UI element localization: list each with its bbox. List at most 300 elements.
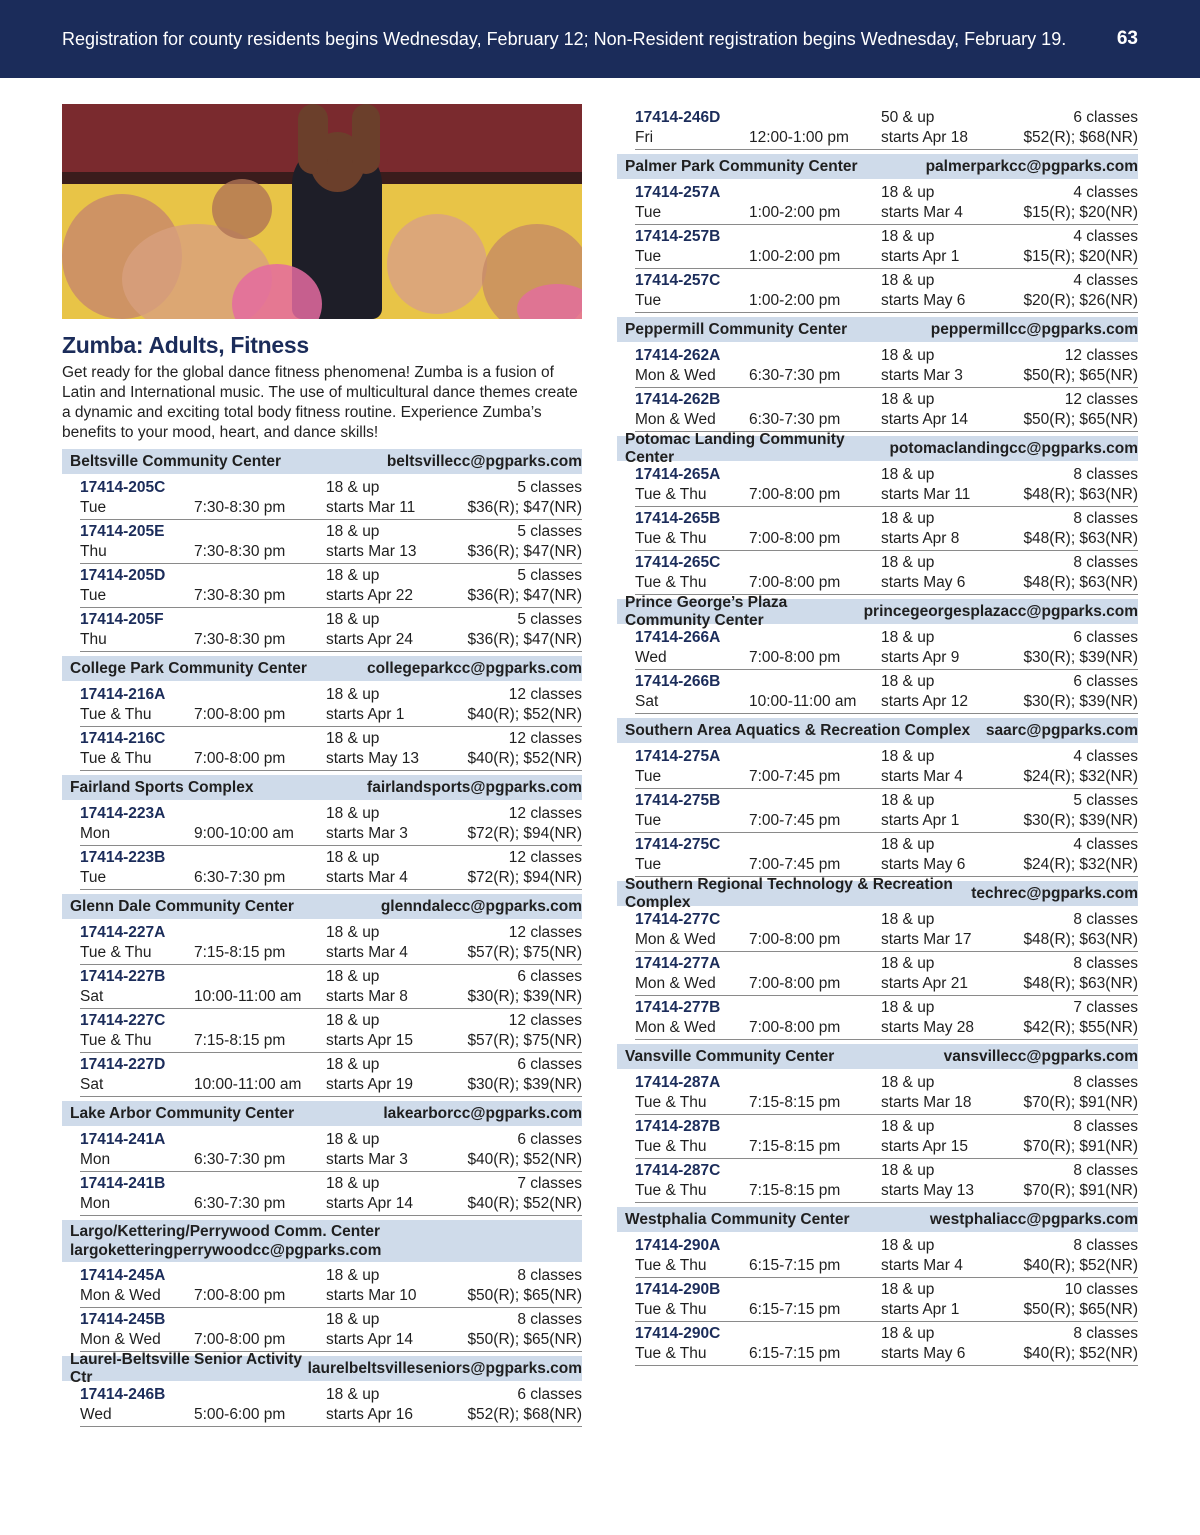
start-date: starts Mar 4 — [881, 1256, 963, 1274]
table-row — [635, 507, 1138, 551]
age-range: 18 & up — [326, 924, 380, 941]
meeting-time: 7:15-8:15 pm — [749, 1181, 841, 1199]
section-rows — [62, 476, 582, 652]
start-date: starts Mar 11 — [326, 498, 416, 516]
meeting-days: Tue & Thu — [80, 943, 152, 961]
class-code: 17414-290C — [635, 1325, 721, 1342]
class-fee: $52(R); $68(NR) — [467, 1405, 582, 1423]
class-fee: $40(R); $52(NR) — [1023, 1256, 1138, 1274]
center-section — [617, 1044, 1138, 1203]
class-code: 17414-216C — [80, 730, 166, 747]
section-header — [617, 154, 1138, 179]
center-email-link[interactable]: vansvillecc@pgparks.com — [943, 1047, 1138, 1065]
start-date: starts Apr 19 — [326, 1075, 414, 1093]
top-banner — [0, 0, 1200, 78]
class-code: 17414-265A — [635, 466, 721, 483]
age-range: 18 & up — [326, 567, 380, 584]
class-count: 12 classes — [1064, 347, 1138, 364]
class-code: 17414-241B — [80, 1175, 166, 1192]
age-range: 18 & up — [881, 466, 935, 483]
age-range: 18 & up — [326, 805, 380, 822]
center-name: Prince George’s Plaza Community Center — [625, 593, 788, 629]
age-range: 18 & up — [326, 1012, 380, 1029]
section-header — [62, 1220, 582, 1262]
age-range: 18 & up — [881, 955, 935, 972]
table-row — [635, 789, 1138, 833]
center-name: College Park Community Center — [70, 659, 307, 677]
meeting-time: 5:00-6:00 pm — [194, 1405, 286, 1423]
age-range: 18 & up — [881, 347, 935, 364]
class-fee: $48(R); $63(NR) — [1023, 529, 1138, 547]
meeting-time: 6:30-7:30 pm — [749, 366, 841, 384]
meeting-days: Mon & Wed — [80, 1330, 161, 1348]
center-section — [617, 154, 1138, 313]
center-email-link[interactable]: potomaclandingcc@pgparks.com — [889, 439, 1138, 457]
class-fee: $50(R); $65(NR) — [467, 1330, 582, 1348]
age-range: 18 & up — [881, 792, 935, 809]
class-code: 17414-257A — [635, 184, 721, 201]
class-fee: $30(R); $39(NR) — [467, 1075, 582, 1093]
section-rows — [62, 683, 582, 771]
age-range: 18 & up — [881, 1118, 935, 1135]
meeting-time: 7:00-8:00 pm — [194, 705, 286, 723]
section-rows — [617, 181, 1138, 313]
meeting-time: 7:00-8:00 pm — [749, 648, 841, 666]
meeting-time: 7:15-8:15 pm — [749, 1137, 841, 1155]
age-range: 18 & up — [881, 1281, 935, 1298]
start-date: starts Mar 4 — [326, 868, 408, 886]
meeting-days: Mon & Wed — [635, 930, 716, 948]
class-code: 17414-287C — [635, 1162, 721, 1179]
meeting-days: Mon & Wed — [635, 1018, 716, 1036]
class-code: 17414-290B — [635, 1281, 721, 1298]
meeting-days: Sat — [80, 1075, 104, 1093]
section-rows — [62, 921, 582, 1097]
center-email-link[interactable]: collegeparkcc@pgparks.com — [367, 659, 582, 677]
center-section — [62, 894, 582, 1097]
class-fee: $70(R); $91(NR) — [1023, 1093, 1138, 1111]
start-date: starts Mar 17 — [881, 930, 972, 948]
class-count: 8 classes — [1073, 1118, 1138, 1135]
meeting-days: Thu — [80, 542, 107, 560]
table-row — [635, 626, 1138, 670]
center-section — [62, 775, 582, 890]
table-row — [635, 908, 1138, 952]
age-range: 18 & up — [326, 1386, 380, 1403]
section-rows — [617, 463, 1138, 595]
start-date: starts Apr 8 — [881, 529, 960, 547]
class-code: 17414-246B — [80, 1386, 166, 1403]
continued-rows — [617, 106, 1138, 154]
meeting-time: 7:00-8:00 pm — [749, 529, 841, 547]
class-count: 4 classes — [1073, 184, 1138, 201]
meeting-days: Fri — [635, 128, 654, 146]
class-fee: $40(R); $52(NR) — [1023, 1344, 1138, 1362]
age-range: 18 & up — [881, 272, 935, 289]
meeting-days: Tue & Thu — [635, 1181, 707, 1199]
class-code: 17414-265B — [635, 510, 721, 527]
section-header — [617, 875, 1138, 911]
section-header — [617, 718, 1138, 743]
meeting-days: Thu — [80, 630, 107, 648]
age-range: 18 & up — [881, 836, 935, 853]
class-count: 12 classes — [508, 924, 582, 941]
start-date: starts Apr 1 — [881, 811, 960, 829]
class-code: 17414-205D — [80, 567, 166, 584]
age-range: 18 & up — [881, 554, 935, 571]
meeting-time: 7:30-8:30 pm — [194, 630, 286, 648]
table-row — [80, 683, 582, 727]
start-date: starts Apr 18 — [881, 128, 969, 146]
class-count: 8 classes — [517, 1267, 582, 1284]
center-name: Largo/Kettering/Perrywood Comm. Center — [70, 1223, 381, 1240]
class-count: 12 classes — [508, 805, 582, 822]
right-sections — [617, 154, 1138, 1366]
table-row — [80, 608, 582, 652]
class-fee: $50(R); $65(NR) — [1023, 366, 1138, 384]
center-email-link[interactable]: westphaliacc@pgparks.com — [929, 1210, 1138, 1228]
meeting-days: Tue & Thu — [635, 573, 707, 591]
meeting-time: 7:30-8:30 pm — [194, 586, 286, 604]
class-count: 4 classes — [1073, 748, 1138, 765]
center-email-link[interactable]: palmerparkcc@pgparks.com — [925, 157, 1138, 175]
age-range: 18 & up — [326, 479, 380, 496]
start-date: starts May 6 — [881, 1344, 966, 1362]
meeting-time: 7:30-8:30 pm — [194, 542, 286, 560]
meeting-time: 10:00-11:00 am — [194, 1075, 302, 1093]
table-row — [635, 1322, 1138, 1366]
class-code: 17414-223A — [80, 805, 166, 822]
center-email-link[interactable]: glenndalecc@pgparks.com — [380, 897, 582, 915]
start-date: starts May 13 — [881, 1181, 975, 1199]
meeting-days: Tue & Thu — [635, 485, 707, 503]
table-row — [635, 1278, 1138, 1322]
class-fee: $48(R); $63(NR) — [1023, 573, 1138, 591]
class-count: 5 classes — [517, 479, 582, 496]
age-range: 18 & up — [881, 228, 935, 245]
class-fee: $50(R); $65(NR) — [1023, 410, 1138, 428]
meeting-days: Tue — [635, 855, 662, 873]
meeting-time: 7:00-8:00 pm — [194, 1330, 286, 1348]
class-code: 17414-265C — [635, 554, 721, 571]
meeting-time: 7:00-7:45 pm — [749, 767, 841, 785]
section-header — [617, 430, 1138, 466]
meeting-days: Tue & Thu — [80, 749, 152, 767]
class-fee: $57(R); $75(NR) — [467, 943, 582, 961]
table-row — [635, 225, 1138, 269]
class-code: 17414-266A — [635, 629, 721, 646]
class-count: 8 classes — [517, 1311, 582, 1328]
class-fee: $36(R); $47(NR) — [467, 542, 582, 560]
center-section — [617, 718, 1138, 877]
start-date: starts Apr 14 — [326, 1194, 414, 1212]
class-count: 7 classes — [517, 1175, 582, 1192]
age-range: 18 & up — [326, 730, 380, 747]
class-count: 8 classes — [1073, 466, 1138, 483]
start-date: starts Apr 1 — [326, 705, 405, 723]
center-email-link[interactable]: laurelbeltsvilleseniors@pgparks.com — [307, 1359, 582, 1377]
class-count: 6 classes — [1073, 109, 1138, 126]
meeting-time: 7:00-8:00 pm — [194, 1286, 286, 1304]
center-name: Vansville Community Center — [625, 1047, 835, 1065]
meeting-days: Tue — [635, 247, 662, 265]
class-fee: $52(R); $68(NR) — [1023, 128, 1138, 146]
table-row — [635, 551, 1138, 595]
class-count: 8 classes — [1073, 911, 1138, 928]
meeting-time: 1:00-2:00 pm — [749, 247, 841, 265]
section-header — [617, 1207, 1138, 1232]
left-sections — [62, 449, 582, 1427]
class-code: 17414-290A — [635, 1237, 721, 1254]
meeting-time: 7:00-8:00 pm — [749, 930, 841, 948]
start-date: starts Apr 1 — [881, 1300, 960, 1318]
class-code: 17414-227C — [80, 1012, 166, 1029]
start-date: starts Apr 15 — [881, 1137, 969, 1155]
meeting-time: 7:15-8:15 pm — [194, 943, 286, 961]
section-header — [62, 656, 582, 681]
center-email-link[interactable]: princegeorgesplazacc@pgparks.com — [863, 602, 1138, 620]
class-count: 5 classes — [517, 611, 582, 628]
meeting-days: Mon & Wed — [635, 366, 716, 384]
meeting-time: 7:00-8:00 pm — [749, 974, 841, 992]
table-row — [635, 388, 1138, 432]
class-fee: $36(R); $47(NR) — [467, 498, 582, 516]
section-rows — [617, 908, 1138, 1040]
age-range: 18 & up — [881, 999, 935, 1016]
meeting-time: 6:30-7:30 pm — [194, 1150, 286, 1168]
center-name: Southern Area Aquatics & Recreation Complex — [625, 721, 971, 739]
table-row — [80, 1172, 582, 1216]
class-code: 17414-262A — [635, 347, 721, 364]
age-range: 18 & up — [326, 968, 380, 985]
section-header — [617, 593, 1138, 629]
class-count: 8 classes — [1073, 510, 1138, 527]
section-rows — [62, 1128, 582, 1216]
center-section — [617, 1207, 1138, 1366]
age-range: 18 & up — [881, 510, 935, 527]
class-code: 17414-257C — [635, 272, 721, 289]
class-count: 7 classes — [1073, 999, 1138, 1016]
start-date: starts Mar 4 — [881, 203, 963, 221]
class-fee: $70(R); $91(NR) — [1023, 1181, 1138, 1199]
class-fee: $24(R); $32(NR) — [1023, 855, 1138, 873]
section-header — [617, 317, 1138, 342]
class-fee: $40(R); $52(NR) — [467, 705, 582, 723]
center-section — [617, 593, 1138, 714]
class-code: 17414-262B — [635, 391, 721, 408]
table-row — [80, 1053, 582, 1097]
center-email-link[interactable]: lakearborcc@pgparks.com — [383, 1104, 582, 1122]
age-range: 18 & up — [326, 1131, 380, 1148]
section-rows — [617, 1234, 1138, 1366]
class-count: 12 classes — [508, 686, 582, 703]
section-header — [62, 1101, 582, 1126]
center-section — [62, 1220, 582, 1352]
table-row — [635, 952, 1138, 996]
class-count: 5 classes — [1073, 792, 1138, 809]
center-name: Beltsville Community Center — [70, 452, 282, 470]
start-date: starts May 6 — [881, 291, 966, 309]
meeting-time: 6:30-7:30 pm — [749, 410, 841, 428]
age-range: 18 & up — [881, 673, 935, 690]
center-section — [62, 1101, 582, 1216]
start-date: starts Mar 4 — [881, 767, 963, 785]
age-range: 18 & up — [881, 1325, 935, 1342]
table-row — [80, 1264, 582, 1308]
class-code: 17414-246D — [635, 109, 721, 126]
section-header — [62, 1350, 582, 1386]
age-range: 18 & up — [326, 523, 380, 540]
center-email-link[interactable]: beltsvillecc@pgparks.com — [386, 452, 582, 470]
age-range: 18 & up — [881, 1074, 935, 1091]
start-date: starts Mar 3 — [881, 366, 963, 384]
page-number: 63 — [1116, 28, 1138, 49]
start-date: starts Mar 18 — [881, 1093, 972, 1111]
left-column — [62, 104, 582, 1431]
table-row — [635, 1159, 1138, 1203]
class-code: 17414-257B — [635, 228, 721, 245]
table-row — [635, 1115, 1138, 1159]
center-email-link[interactable]: techrec@pgparks.com — [971, 884, 1138, 902]
table-row — [635, 1234, 1138, 1278]
class-code: 17414-227D — [80, 1056, 166, 1073]
class-fee: $72(R); $94(NR) — [467, 824, 582, 842]
meeting-days: Sat — [80, 987, 104, 1005]
class-fee: $48(R); $63(NR) — [1023, 974, 1138, 992]
class-count: 6 classes — [517, 1386, 582, 1403]
meeting-days: Tue & Thu — [635, 529, 707, 547]
start-date: starts Apr 24 — [326, 630, 414, 648]
meeting-days: Tue — [80, 498, 107, 516]
class-fee: $15(R); $20(NR) — [1023, 247, 1138, 265]
class-fee: $20(R); $26(NR) — [1023, 291, 1138, 309]
class-count: 5 classes — [517, 567, 582, 584]
table-row — [80, 802, 582, 846]
class-fee: $50(R); $65(NR) — [467, 1286, 582, 1304]
section-header — [62, 894, 582, 919]
meeting-time: 6:15-7:15 pm — [749, 1300, 841, 1318]
meeting-time: 1:00-2:00 pm — [749, 291, 841, 309]
center-name: Lake Arbor Community Center — [70, 1104, 295, 1122]
meeting-days: Mon & Wed — [80, 1286, 161, 1304]
class-fee: $36(R); $47(NR) — [467, 586, 582, 604]
class-count: 4 classes — [1073, 836, 1138, 853]
table-row — [635, 996, 1138, 1040]
class-count: 4 classes — [1073, 272, 1138, 289]
class-code: 17414-277A — [635, 955, 721, 972]
class-fee: $36(R); $47(NR) — [467, 630, 582, 648]
class-code: 17414-241A — [80, 1131, 166, 1148]
class-fee: $40(R); $52(NR) — [467, 1150, 582, 1168]
right-column — [617, 106, 1138, 1370]
age-range: 50 & up — [881, 109, 935, 126]
class-code: 17414-205F — [80, 611, 164, 628]
start-date: starts Mar 13 — [326, 542, 417, 560]
class-code: 17414-227B — [80, 968, 166, 985]
class-code: 17414-205C — [80, 479, 166, 496]
start-date: starts Apr 21 — [881, 974, 969, 992]
class-code: 17414-287B — [635, 1118, 721, 1135]
age-range: 18 & up — [881, 1162, 935, 1179]
class-code: 17414-277B — [635, 999, 721, 1016]
meeting-time: 10:00-11:00 am — [749, 692, 857, 710]
meeting-days: Tue & Thu — [635, 1137, 707, 1155]
class-count: 8 classes — [1073, 1325, 1138, 1342]
start-date: starts Apr 15 — [326, 1031, 414, 1049]
table-row — [635, 344, 1138, 388]
center-name: Southern Regional Technology & Recreation Complex — [625, 875, 953, 911]
start-date: starts Apr 22 — [326, 586, 414, 604]
section-header — [62, 449, 582, 474]
table-row — [80, 1009, 582, 1053]
class-code: 17414-245A — [80, 1267, 166, 1284]
class-count: 12 classes — [508, 730, 582, 747]
class-fee: $40(R); $52(NR) — [467, 1194, 582, 1212]
meeting-days: Sat — [635, 692, 659, 710]
meeting-days: Mon — [80, 824, 111, 842]
class-count: 10 classes — [1064, 1281, 1138, 1298]
table-row — [635, 745, 1138, 789]
start-date: starts Apr 14 — [881, 410, 969, 428]
table-row — [80, 1383, 582, 1427]
meeting-days: Wed — [80, 1405, 112, 1423]
meeting-days: Tue — [80, 586, 107, 604]
class-code: 17414-227A — [80, 924, 166, 941]
class-count: 8 classes — [1073, 955, 1138, 972]
table-row — [80, 564, 582, 608]
class-count: 8 classes — [1073, 1074, 1138, 1091]
class-fee: $42(R); $55(NR) — [1023, 1018, 1138, 1036]
program-description: Get ready for the global dance fitness phenomena! Zumba is a fusion of Latin and International music. The use of multicultural dance themes create a dynamic and exciting total body fitness routine. Experience Zumba’s benefits to your mood, heart, and dance skills! — [62, 364, 578, 441]
age-range: 18 & up — [881, 184, 935, 201]
meeting-time: 1:00-2:00 pm — [749, 203, 841, 221]
center-section — [62, 1350, 582, 1427]
class-fee: $24(R); $32(NR) — [1023, 767, 1138, 785]
table-row — [635, 269, 1138, 313]
meeting-days: Tue — [635, 767, 662, 785]
center-email-link[interactable]: peppermillcc@pgparks.com — [930, 320, 1138, 338]
center-section — [62, 656, 582, 771]
center-email-link[interactable]: fairlandsports@pgparks.com — [367, 778, 582, 796]
table-row — [635, 833, 1138, 877]
meeting-time: 7:00-7:45 pm — [749, 811, 841, 829]
center-section — [617, 875, 1138, 1040]
section-header — [617, 1044, 1138, 1069]
center-email-link[interactable]: largoketteringperrywoodcc@pgparks.com — [70, 1242, 382, 1259]
section-rows — [62, 1383, 582, 1427]
center-email-link[interactable]: saarc@pgparks.com — [985, 721, 1138, 739]
meeting-days: Tue — [635, 811, 662, 829]
class-count: 12 classes — [508, 849, 582, 866]
class-code: 17414-277C — [635, 911, 721, 928]
age-range: 18 & up — [881, 629, 935, 646]
meeting-time: 7:15-8:15 pm — [194, 1031, 286, 1049]
class-fee: $30(R); $39(NR) — [1023, 648, 1138, 666]
start-date: starts Mar 11 — [881, 485, 971, 503]
start-date: starts Apr 9 — [881, 648, 960, 666]
class-fee: $30(R); $39(NR) — [1023, 692, 1138, 710]
class-count: 5 classes — [517, 523, 582, 540]
section-rows — [617, 344, 1138, 432]
start-date: starts May 6 — [881, 573, 966, 591]
meeting-days: Tue & Thu — [635, 1344, 707, 1362]
meeting-time: 6:30-7:30 pm — [194, 1194, 286, 1212]
age-range: 18 & up — [326, 849, 380, 866]
class-fee: $48(R); $63(NR) — [1023, 930, 1138, 948]
center-name: Peppermill Community Center — [625, 320, 848, 338]
meeting-days: Mon — [80, 1150, 111, 1168]
meeting-time: 9:00-10:00 am — [194, 824, 294, 842]
